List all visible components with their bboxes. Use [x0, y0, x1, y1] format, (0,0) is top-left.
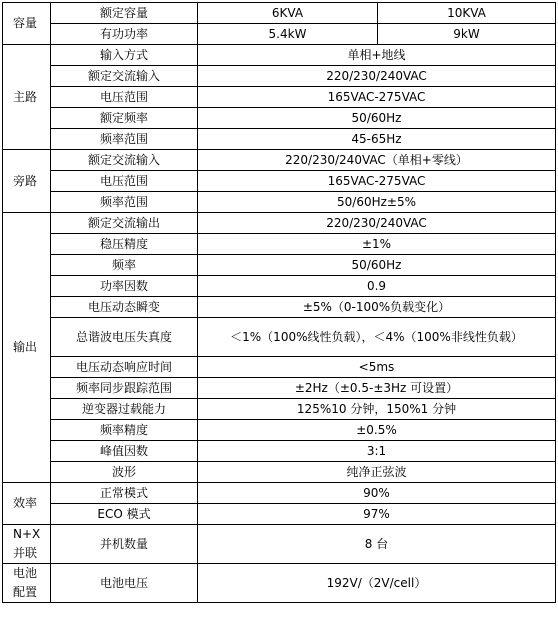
table-row — [3, 441, 556, 462]
table-row — [3, 420, 556, 441]
row-label: 波形 — [51, 462, 198, 483]
row-label: 输入方式 — [51, 45, 198, 66]
row-label: 并机数量 — [51, 525, 198, 564]
row-value: ±5%（0-100%负载变化） — [198, 297, 556, 318]
row-value: 125%10 分钟，150%1 分钟 — [198, 399, 556, 420]
row-value-6kva: 6KVA — [198, 3, 378, 24]
table-row — [3, 297, 556, 318]
row-label: 正常模式 — [51, 483, 198, 504]
category-main: 主路 — [3, 45, 51, 150]
row-value: 50/60Hz — [198, 108, 556, 129]
table-row — [3, 318, 556, 357]
category-capacity: 容量 — [3, 3, 51, 45]
table-row — [3, 24, 556, 45]
row-value: ±0.5% — [198, 420, 556, 441]
table-row — [3, 129, 556, 150]
row-label: 峰值因数 — [51, 441, 198, 462]
category-parallel — [3, 525, 51, 564]
row-label: 逆变器过载能力 — [51, 399, 198, 420]
row-value: 0.9 — [198, 276, 556, 297]
table-row — [3, 276, 556, 297]
row-value-6kva: 5.4kW — [198, 24, 378, 45]
table-row — [3, 525, 556, 564]
row-value: 纯净正弦波 — [198, 462, 556, 483]
row-label: 额定容量 — [51, 3, 198, 24]
row-value-10kva: 10KVA — [378, 3, 556, 24]
row-label: 电池电压 — [51, 564, 198, 603]
row-value: 3:1 — [198, 441, 556, 462]
row-label: 额定交流输入 — [51, 66, 198, 87]
row-label: 电压范围 — [51, 87, 198, 108]
row-value: 165VAC-275VAC — [198, 87, 556, 108]
row-value: 220/230/240VAC（单相+零线） — [198, 150, 556, 171]
category-output: 输出 — [3, 213, 51, 483]
row-value: 90% — [198, 483, 556, 504]
row-value: 单相+地线 — [198, 45, 556, 66]
row-label: 频率范围 — [51, 192, 198, 213]
category-parallel-line2: 并联 — [13, 546, 38, 560]
row-value: 220/230/240VAC — [198, 66, 556, 87]
row-label: 频率精度 — [51, 420, 198, 441]
row-label: 频率 — [51, 255, 198, 276]
row-label: 电压动态响应时间 — [51, 357, 198, 378]
table-row — [3, 213, 556, 234]
table-row — [3, 150, 556, 171]
table-row — [3, 357, 556, 378]
row-label: 额定交流输入 — [51, 150, 198, 171]
row-label: 频率同步跟踪范围 — [51, 378, 198, 399]
table-row — [3, 45, 556, 66]
row-value: 192V/（2V/cell） — [198, 564, 556, 603]
row-label: ECO 模式 — [51, 504, 198, 525]
table-row — [3, 171, 556, 192]
table-row — [3, 564, 556, 603]
table-row — [3, 234, 556, 255]
category-bypass: 旁路 — [3, 150, 51, 213]
spec-table — [2, 2, 556, 603]
category-battery-line1: 电池 — [13, 566, 38, 580]
row-value: ±1% — [198, 234, 556, 255]
table-row — [3, 462, 556, 483]
table-row — [3, 3, 556, 24]
category-parallel-line1: N+X — [13, 527, 41, 541]
row-value-10kva: 9kW — [378, 24, 556, 45]
table-row — [3, 108, 556, 129]
row-label: 电压动态瞬变 — [51, 297, 198, 318]
row-value: 165VAC-275VAC — [198, 171, 556, 192]
row-label: 电压范围 — [51, 171, 198, 192]
table-row — [3, 66, 556, 87]
row-value: 8 台 — [198, 525, 556, 564]
category-battery — [3, 564, 51, 603]
row-value: 45-65Hz — [198, 129, 556, 150]
row-value: 50/60Hz±5% — [198, 192, 556, 213]
table-row — [3, 378, 556, 399]
table-row — [3, 87, 556, 108]
row-value: <5ms — [198, 357, 556, 378]
table-row — [3, 192, 556, 213]
category-efficiency: 效率 — [3, 483, 51, 525]
row-value: 50/60Hz — [198, 255, 556, 276]
row-label: 功率因数 — [51, 276, 198, 297]
row-label: 总谐波电压失真度 — [51, 318, 198, 357]
row-label: 有功功率 — [51, 24, 198, 45]
row-value: ±2Hz（±0.5-±3Hz 可设置） — [198, 378, 556, 399]
row-label: 额定频率 — [51, 108, 198, 129]
table-row — [3, 504, 556, 525]
row-label: 额定交流输出 — [51, 213, 198, 234]
row-value: ＜1%（100%线性负载），＜4%（100%非线性负载） — [198, 318, 556, 357]
row-label: 频率范围 — [51, 129, 198, 150]
row-label: 稳压精度 — [51, 234, 198, 255]
table-row — [3, 255, 556, 276]
table-row — [3, 399, 556, 420]
row-value: 220/230/240VAC — [198, 213, 556, 234]
table-row — [3, 483, 556, 504]
row-value: 97% — [198, 504, 556, 525]
category-battery-line2: 配置 — [13, 585, 38, 599]
